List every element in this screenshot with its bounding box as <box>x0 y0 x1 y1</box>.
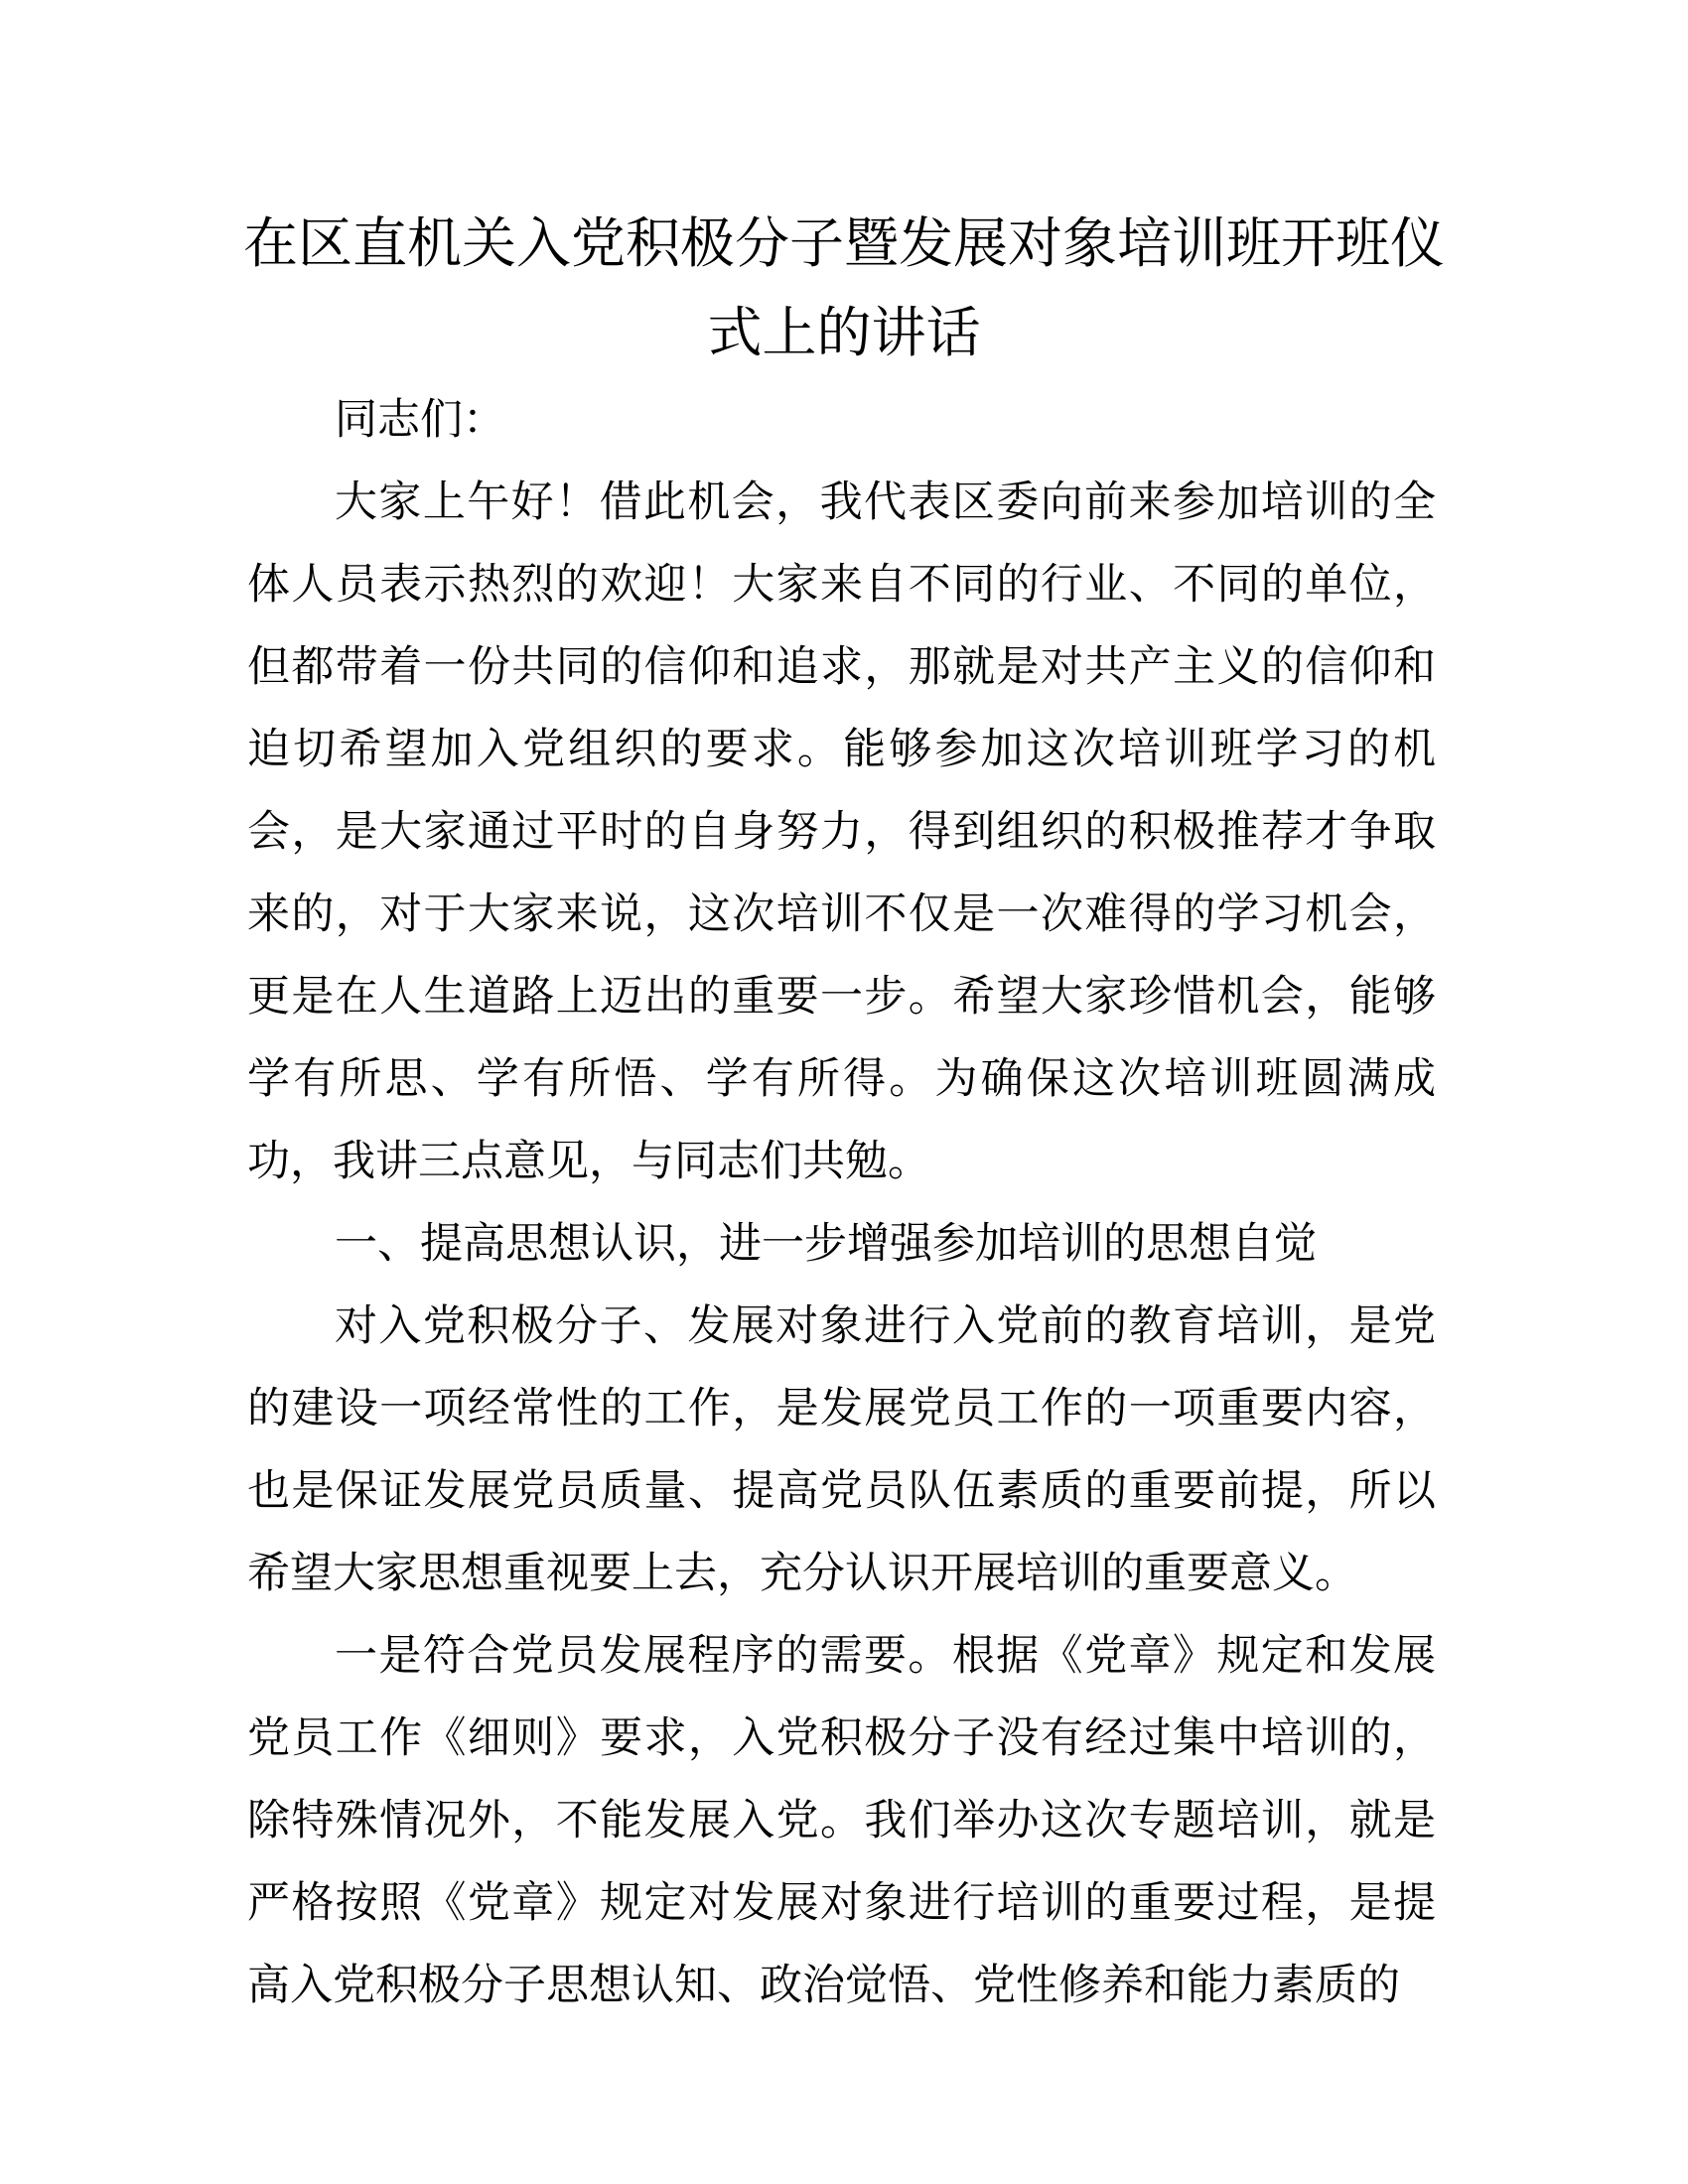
paragraph-greeting: 大家上午好！借此机会，我代表区委向前来参加培训的全体人员表示热烈的欢迎！大家来自不同的行业、不同的单位，但都带着一份共同的信仰和追求，那就是对共产主义的信仰和迫切希望加入党组织的要求。能够参加这次培训班学习的机会，是大家通过平时的自身努力，得到组织的积极推荐才争取来的，对于大家来说，这次培训不仅是一次难得的学习机会，更是在人生道路上迈出的重要一步。希望大家珍惜机会，能够学有所思、学有所悟、学有所得。为确保这次培训班圆满成功，我讲三点意见，与同志们共勉。 <box>247 478 1436 1186</box>
salutation: 同志们： <box>335 395 505 445</box>
document-title: 在区直机关入党积极分子暨发展对象培训班开班仪式上的讲话 <box>242 211 1445 364</box>
paragraph-point-one: 一是符合党员发展程序的需要。根据《党章》规定和发展党员工作《细则》要求，入党积极分子没有经过集中培训的，除特殊情况外，不能发展入党。我们举办这次专题培训，就是严格按照《党章》规定对发展对象进行培训的重要过程，是提高入党积极分子思想认知、政治觉悟、党性修养和能力素质的 <box>247 1631 1436 2010</box>
document-body <box>247 379 1436 2027</box>
section-heading-1: 一、提高思想认识，进一步增强参加培训的思想自觉 <box>335 1219 1317 1269</box>
paragraph-training-importance: 对入党积极分子、发展对象进行入党前的教育培训，是党的建设一项经常性的工作，是发展党员工作的一项重要内容，也是保证发展党员质量、提高党员队伍素质的重要前提，所以希望大家思想重视要上去，充分认识开展培训的重要意义。 <box>247 1301 1436 1598</box>
